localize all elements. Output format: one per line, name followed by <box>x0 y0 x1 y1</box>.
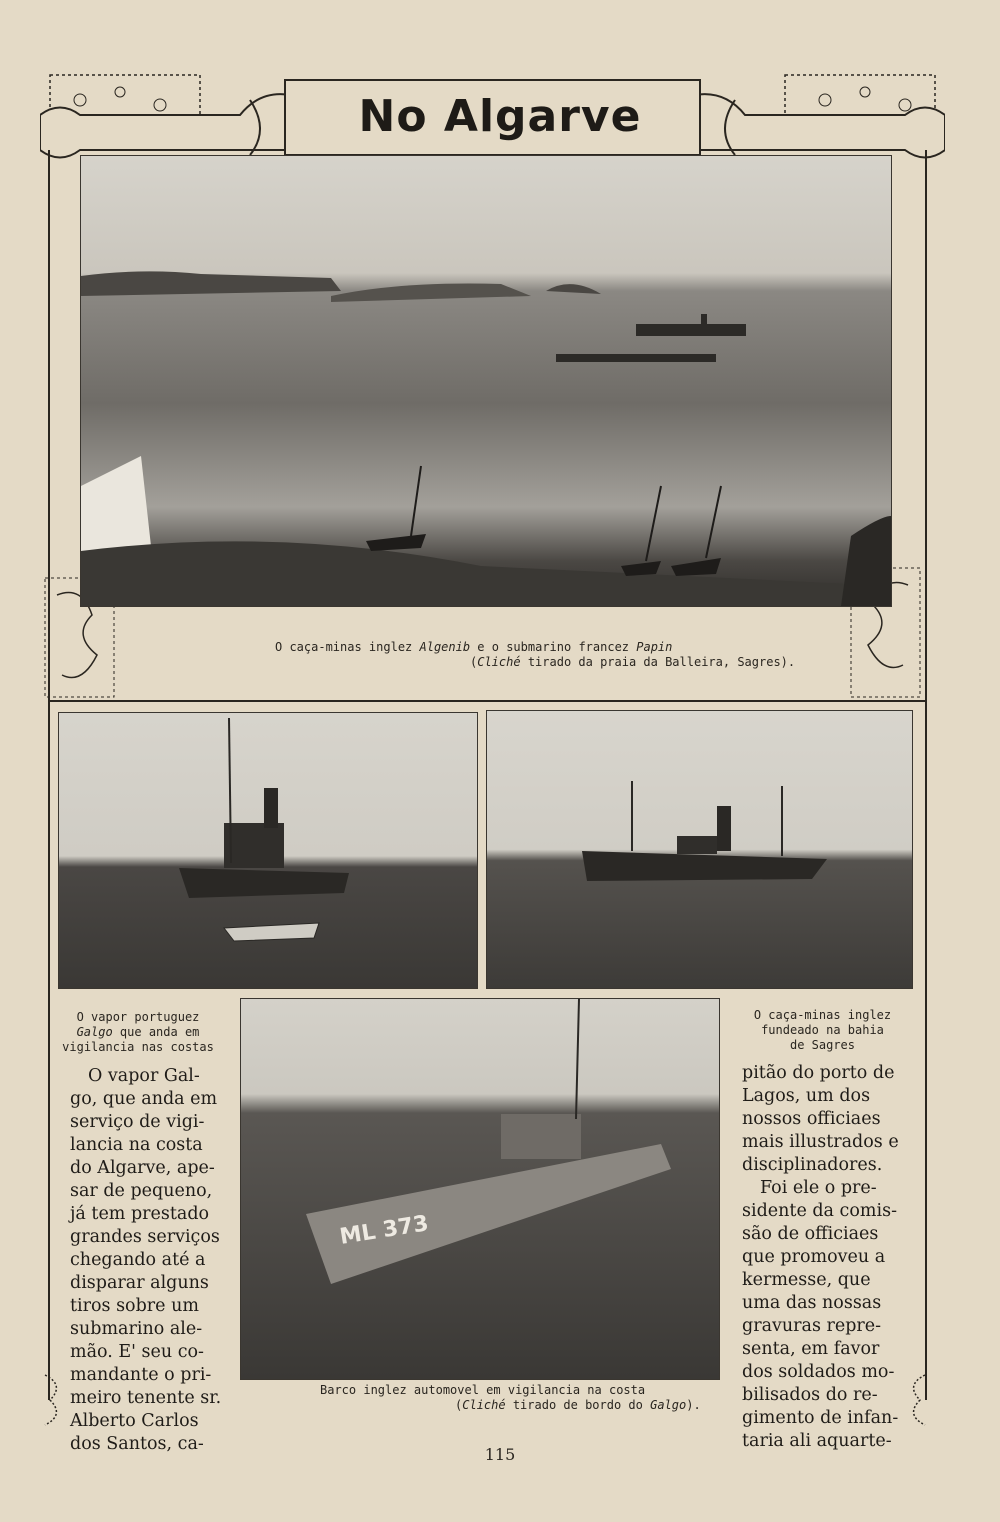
article-left-line: mandante o pri- <box>70 1365 212 1385</box>
caption-left-ship-name: Galgo <box>76 1025 113 1039</box>
photo-sagres-beach-drawing <box>81 156 891 606</box>
caption-top-source: tirado da praia da Balleira, Sagres). <box>520 655 796 669</box>
caption-left-line-2 <box>58 1025 218 1040</box>
photo-vapor-galgo-drawing <box>59 713 477 988</box>
page-title: No Algarve <box>358 91 642 142</box>
photo-barco-automovel-drawing <box>241 999 719 1379</box>
caption-top-line-2 <box>260 655 820 670</box>
caption-top-cliche: Cliché <box>477 655 521 669</box>
caption-bottom-line-1: Barco inglez automovel em vigilancia na costa <box>320 1383 646 1397</box>
caption-bottom-line-2 <box>300 1398 720 1413</box>
article-right-line: gimento de infan- <box>742 1408 899 1428</box>
article-left-line: já tem prestado <box>70 1204 210 1224</box>
article-left-line: sar de pequeno, <box>70 1181 213 1201</box>
article-right-line: que promoveu a <box>742 1247 886 1267</box>
caption-left-text: que anda em <box>112 1025 200 1039</box>
article-left-column <box>70 1065 235 1456</box>
article-left-line: mão. E' seu co- <box>70 1342 204 1362</box>
article-right-line: nossos officiaes <box>742 1109 881 1129</box>
article-right-line: kermesse, que <box>742 1270 871 1290</box>
article-right-line: senta, em favor <box>742 1339 880 1359</box>
article-left-line: serviço de vigi- <box>70 1112 205 1132</box>
caption-right-line-3: de Sagres <box>789 1038 856 1052</box>
frame-divider <box>48 700 927 702</box>
article-left-line: lancia na costa <box>70 1135 203 1155</box>
photo-vapor-galgo <box>58 712 478 989</box>
caption-bottom-paren-close: ). <box>686 1398 701 1412</box>
article-right-line: taria ali aquarte- <box>742 1431 892 1451</box>
frame-left-border <box>48 150 50 1400</box>
article-right-line: uma das nossas <box>742 1293 882 1313</box>
caption-top-paren: ( <box>470 655 478 669</box>
caption-left-line-1: O vapor portuguez <box>76 1010 200 1024</box>
article-left-line: tiros sobre um <box>70 1296 199 1316</box>
caption-right-photo <box>730 1008 915 1053</box>
article-left-line: submarino ale- <box>70 1319 203 1339</box>
article-right-line: disciplinadores. <box>742 1155 883 1175</box>
article-left-line: disparar alguns <box>70 1273 209 1293</box>
article-left-line: do Algarve, ape- <box>70 1158 215 1178</box>
boat-plate-text: ML 373 <box>338 1211 431 1250</box>
article-left-line: Alberto Carlos <box>70 1411 199 1431</box>
photo-caca-minas-drawing <box>487 711 912 988</box>
article-right-line: Lagos, um dos <box>742 1086 871 1106</box>
caption-bottom-cliche: Cliché <box>462 1398 506 1412</box>
photo-sagres-beach <box>80 155 892 607</box>
article-right-line: bilisados do re- <box>742 1385 878 1405</box>
article-left-line: grandes serviços <box>70 1227 220 1247</box>
caption-bottom-paren-open: ( <box>455 1398 463 1412</box>
caption-top-text-a: O caça-minas inglez <box>275 640 420 654</box>
photo-barco-automovel <box>240 998 720 1380</box>
article-right-column <box>742 1062 922 1453</box>
article-right-line: dos soldados mo- <box>742 1362 895 1382</box>
caption-top-line-1 <box>260 640 820 655</box>
caption-right-line-1: O caça-minas inglez <box>753 1008 892 1022</box>
article-right-line: gravuras repre- <box>742 1316 882 1336</box>
article-right-line: mais illustrados e <box>742 1132 899 1152</box>
article-right-line: sidente da comis- <box>742 1201 897 1221</box>
article-left-line: dos Santos, ca- <box>70 1434 204 1454</box>
caption-top-ship-name: Algenib <box>419 640 471 654</box>
caption-top-text-b: e o submarino francez <box>470 640 637 654</box>
article-left-line: chegando até a <box>70 1250 206 1270</box>
caption-bottom-ship-name: Galgo <box>650 1398 687 1412</box>
corner-ornament-bottom-left <box>40 1370 70 1430</box>
caption-top-photo <box>260 640 820 670</box>
article-left-line: O vapor Gal- <box>88 1066 200 1086</box>
article-right-line: pitão do porto de <box>742 1063 895 1083</box>
caption-top-sub-name: Papin <box>636 640 673 654</box>
article-left-line: go, que anda em <box>70 1089 218 1109</box>
caption-right-line-2: fundeado na bahia <box>761 1023 884 1037</box>
page-number: 115 <box>484 1445 516 1464</box>
caption-bottom-source: tirado de bordo do <box>505 1398 651 1412</box>
article-right-line: Foi ele o pre- <box>760 1178 877 1198</box>
article-right-line: são de officiaes <box>742 1224 879 1244</box>
photo-caca-minas <box>486 710 913 989</box>
caption-left-line-3: vigilancia nas costas <box>62 1040 214 1054</box>
article-left-line: meiro tenente sr. <box>70 1388 222 1408</box>
caption-left-photo <box>58 1010 218 1055</box>
caption-bottom-photo <box>300 1383 720 1413</box>
frame-right-border <box>925 150 927 1400</box>
